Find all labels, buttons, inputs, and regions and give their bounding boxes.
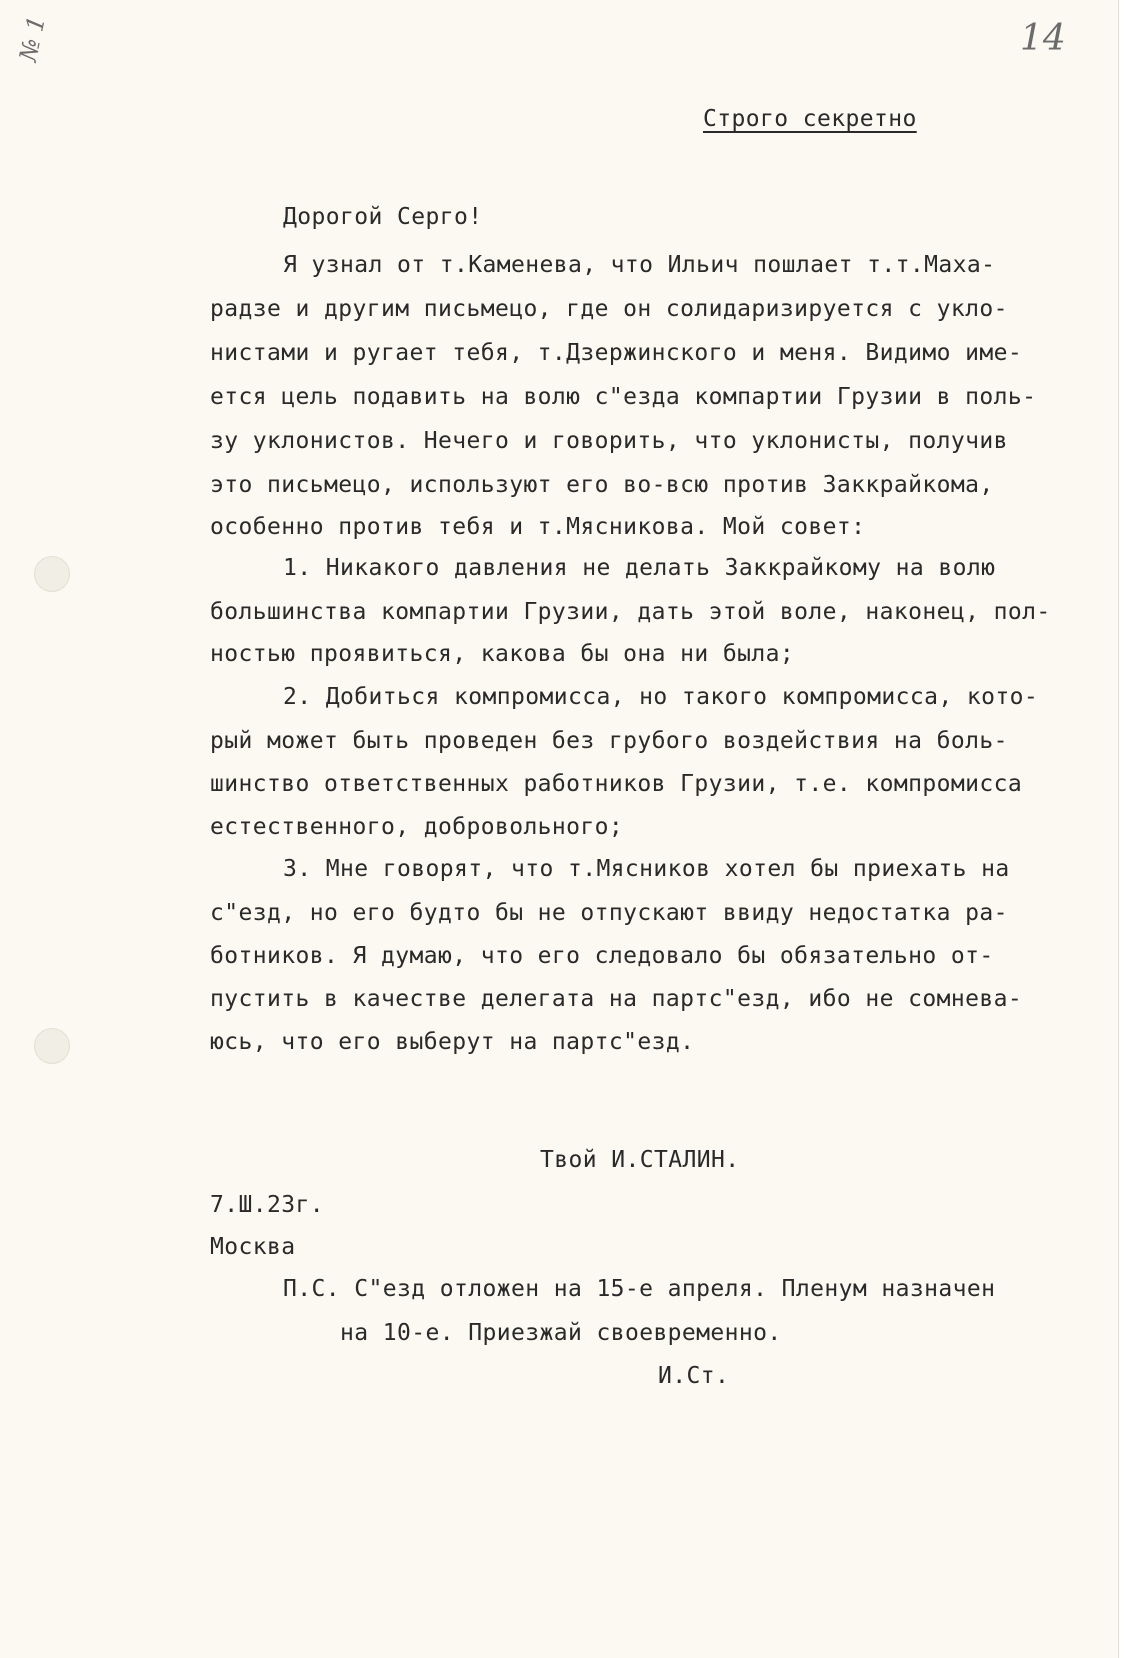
body-line: ется цель подавить на волю с"езда компартии Грузии в поль- — [210, 384, 1037, 410]
salutation: Дорогой Серго! — [283, 204, 483, 230]
letter-date: 7.Ш.23г. — [210, 1192, 324, 1218]
body-line: большинства компартии Грузии, дать этой воле, наконец, пол- — [210, 599, 1051, 625]
body-line: ностью проявиться, какова бы она ни была; — [210, 641, 795, 667]
punch-hole-bottom — [34, 1028, 70, 1064]
body-line: Я узнал от т.Каменева, что Ильич пошлает т.т.Маха- — [283, 252, 996, 278]
body-line: естественного, добровольного; — [210, 814, 624, 840]
body-line: особенно против тебя и т.Мясникова. Мой совет: — [210, 514, 866, 540]
body-line: рый может быть проведен без грубого воздействия на боль- — [210, 728, 1008, 754]
punch-hole-top — [34, 556, 70, 592]
body-line: юсь, что его выберут на партс"езд. — [210, 1029, 695, 1055]
body-line: зу уклонистов. Нечего и говорить, что уклонисты, получив — [210, 428, 1008, 454]
postscript-signature: И.Ст. — [658, 1363, 730, 1389]
list-item-1: 1. Никакого давления не делать Заккрайкому на волю — [283, 555, 996, 581]
postscript-line: на 10-е. Приезжай своевременно. — [340, 1320, 782, 1346]
list-item-3: 3. Мне говорят, что т.Мясников хотел бы приехать на — [283, 856, 1010, 882]
body-line: шинство ответственных работников Грузии, т.е. компромисса — [210, 771, 1023, 797]
classification-stamp: Строго секретно — [703, 106, 917, 132]
letter-place: Москва — [210, 1234, 296, 1260]
list-item-2: 2. Добиться компромисса, но такого компромисса, кото- — [283, 684, 1039, 710]
signature: Твой И.СТАЛИН. — [540, 1147, 740, 1173]
handwritten-page-number: 14 — [1020, 18, 1066, 59]
body-line: пустить в качестве делегата на партс"езд, ибо не сомнева- — [210, 986, 1023, 1012]
body-line: радзе и другим письмецо, где он солидаризируется с укло- — [210, 296, 1008, 322]
body-line: ботников. Я думаю, что его следовало бы обязательно от- — [210, 943, 994, 969]
postscript-line: П.С. С"езд отложен на 15-е апреля. Пленум назначен — [283, 1276, 996, 1302]
handwritten-number-top-left: № 1 — [14, 13, 51, 64]
body-line: нистами и ругает тебя, т.Дзержинского и меня. Видимо име- — [210, 340, 1023, 366]
body-line: с"езд, но его будто бы не отпускают ввиду недостатка ра- — [210, 900, 1008, 926]
body-line: это письмецо, используют его во-всю против Заккрайкома, — [210, 472, 994, 498]
